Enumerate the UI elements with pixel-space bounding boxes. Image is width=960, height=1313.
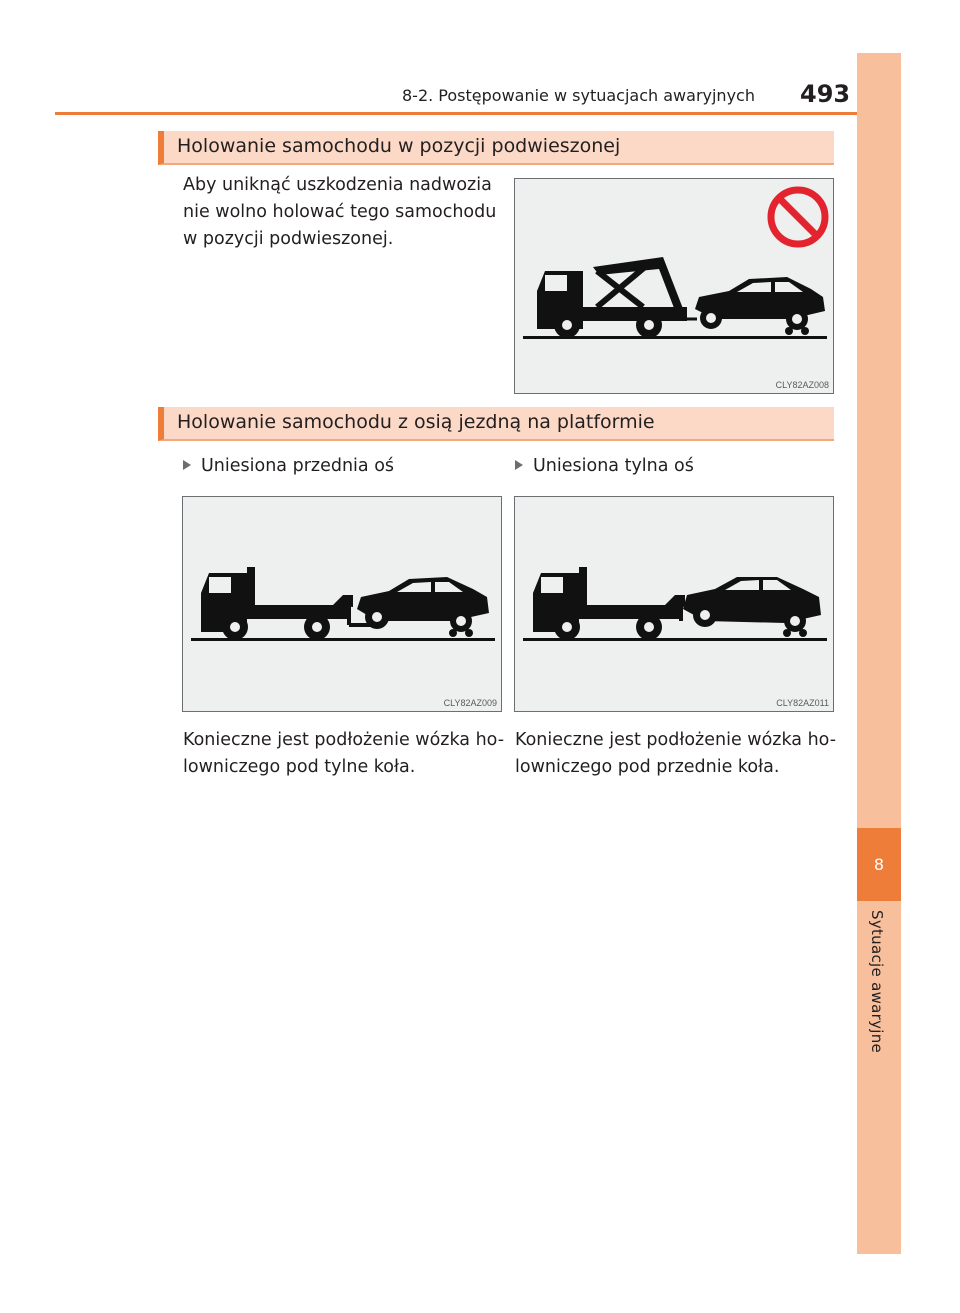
text-line: w pozycji podwieszonej. — [183, 229, 394, 249]
prohibition-icon — [771, 190, 825, 244]
flatbed-truck-towing-car-illustration — [515, 497, 835, 713]
bullet-rear-axle — [515, 456, 694, 476]
chapter-label: Sytuacje awaryjne — [868, 910, 886, 1054]
caption-rear-axle — [515, 727, 840, 781]
caption-line: lowniczego pod tylne koła. — [183, 757, 416, 777]
bullet-triangle-icon — [183, 460, 191, 470]
section-heading-dolly-tow: Holowanie samochodu z osią jezdną na platformie — [158, 407, 834, 441]
flatbed-truck-towing-car-illustration — [183, 497, 503, 713]
section1-paragraph — [183, 172, 503, 253]
caption-line: Konieczne jest podłożenie wózka ho- — [515, 730, 837, 750]
bullet-front-axle — [183, 456, 394, 476]
figure-front-axle-lifted — [182, 496, 502, 712]
page-number: 493 — [800, 80, 851, 108]
figure-code: CLY82AZ011 — [776, 698, 829, 708]
caption-front-axle — [183, 727, 508, 781]
bullet-text: Uniesiona przednia oś — [201, 456, 395, 476]
caption-line: lowniczego pod przednie koła. — [515, 757, 780, 777]
section-heading-suspended-tow: Holowanie samochodu w pozycji podwieszonej — [158, 131, 834, 165]
figure-code: CLY82AZ009 — [443, 698, 497, 708]
header-rule — [55, 112, 901, 115]
bullet-text: Uniesiona tylna oś — [533, 456, 694, 476]
bullet-triangle-icon — [515, 460, 523, 470]
figure-suspended-tow-prohibited — [514, 178, 834, 394]
figure-rear-axle-lifted — [514, 496, 834, 712]
text-line: nie wolno holować tego samochodu — [183, 202, 497, 222]
caption-line: Konieczne jest podłożenie wózka ho- — [183, 730, 505, 750]
chapter-side-tab — [857, 53, 901, 1254]
tow-truck-lifting-car-illustration — [515, 179, 835, 395]
text-line: Aby uniknąć uszkodzenia nadwozia — [183, 175, 492, 195]
figure-code: CLY82AZ008 — [775, 380, 829, 390]
chapter-number-badge: 8 — [857, 828, 901, 901]
header-title: 8-2. Postępowanie w sytuacjach awaryjnych — [402, 86, 755, 105]
